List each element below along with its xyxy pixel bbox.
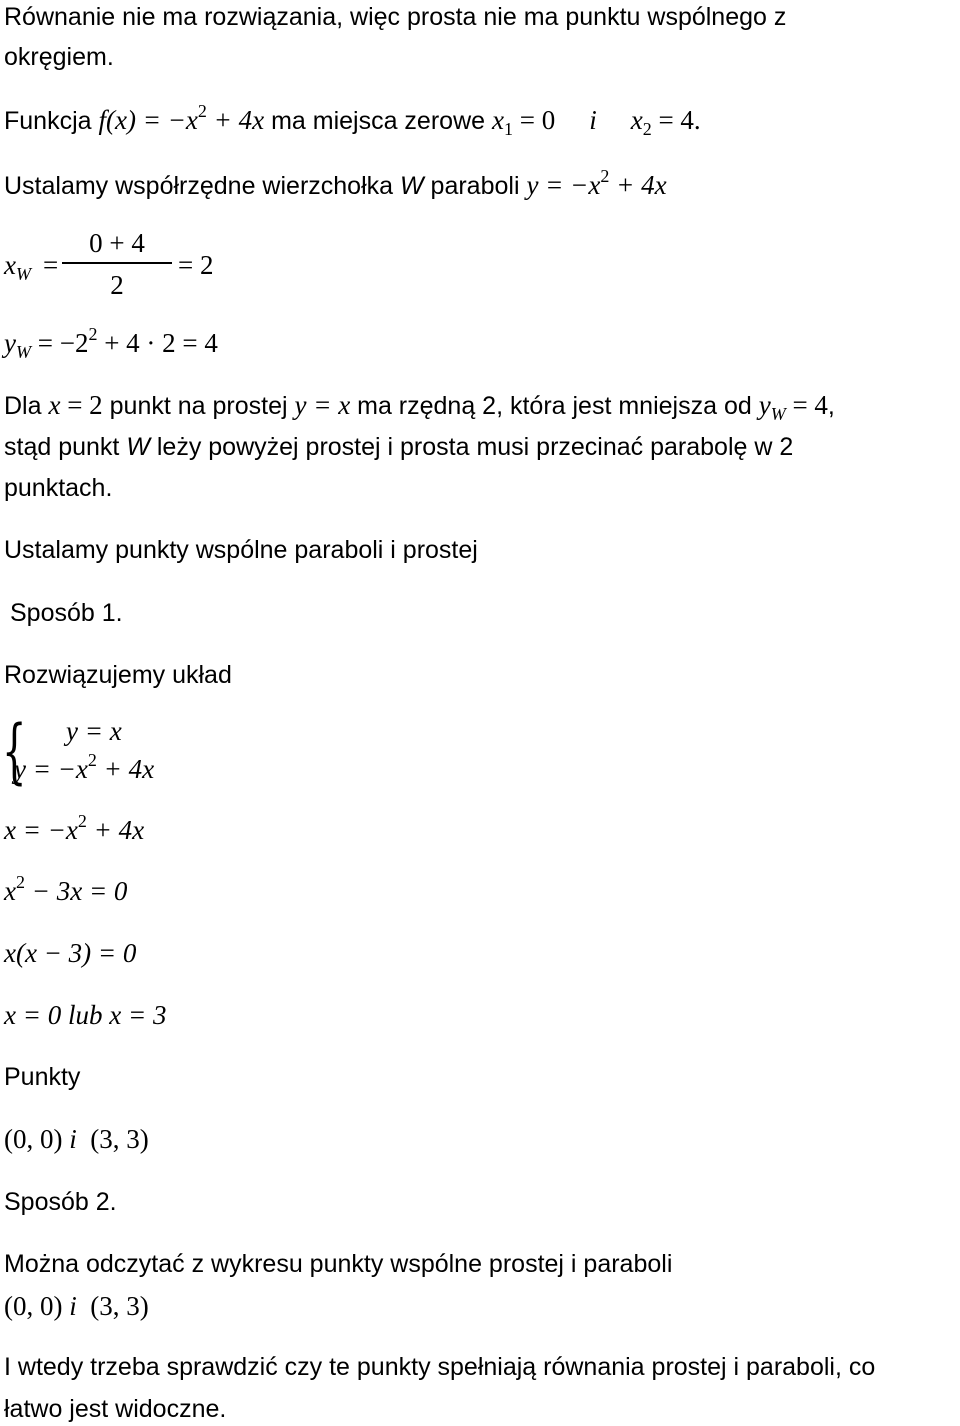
text-fragment: ma rzędną 2, która jest mniejsza od	[350, 392, 759, 420]
math-i: i	[69, 1124, 77, 1154]
step-equation	[4, 1000, 166, 1031]
system-equation-1	[66, 716, 122, 747]
math-i: i	[589, 105, 597, 135]
text-fragment: ,	[827, 392, 835, 420]
math-lub: lub	[67, 1000, 103, 1030]
text-line	[4, 390, 835, 424]
xw-equation	[4, 250, 59, 284]
section-heading: Sposób 2.	[4, 1188, 117, 1216]
system-equation-2	[14, 750, 155, 785]
math-fragment: = 2	[60, 390, 103, 420]
math-fragment: = 4	[785, 390, 828, 420]
math-fragment: (x) = −x	[106, 105, 198, 135]
text-fragment: punkt na prostej	[102, 392, 295, 420]
function-zeros-line	[4, 101, 701, 139]
math-fragment: (0, 0)	[4, 1124, 70, 1154]
exponent: 2	[15, 872, 25, 892]
text-line: okręgiem.	[4, 43, 114, 71]
text-fragment: ma miejsca zerowe	[264, 107, 492, 135]
math-fragment: + 4 · 2 = 4	[97, 328, 218, 358]
points-result	[4, 1124, 149, 1155]
math-x: x	[4, 250, 16, 280]
system-brace: {	[2, 710, 27, 792]
exponent: 2	[197, 101, 207, 121]
exponent: 2	[88, 324, 98, 344]
math-fragment: (3, 3)	[76, 1291, 149, 1321]
subscript: 2	[642, 119, 652, 139]
math-fragment: x = 0	[4, 1000, 68, 1030]
math-fragment: x = −x	[4, 815, 78, 845]
math-fragment: = 4.	[651, 105, 701, 135]
math-fragment: x	[4, 876, 16, 906]
yw-equation	[4, 324, 218, 362]
text-W: W	[399, 172, 424, 200]
math-equals: =	[42, 250, 59, 280]
math-fragment: + 4x	[609, 170, 667, 200]
text-fragment: leży powyżej prostej i prosta musi przecinać parabolę w 2	[149, 433, 794, 461]
text-line: łatwo jest widoczne.	[4, 1395, 227, 1423]
exponent: 2	[77, 811, 87, 831]
text-line	[4, 432, 793, 462]
math-fragment: (0, 0)	[4, 1291, 70, 1321]
subscript: W	[15, 342, 31, 362]
text-fragment: Ustalamy współrzędne wierzchołka	[4, 172, 400, 200]
text-fragment: paraboli	[423, 172, 527, 200]
math-x2: x	[630, 105, 643, 135]
math-fragment: + 4x	[206, 105, 265, 135]
math-fragment: x(x − 3) = 0	[4, 938, 137, 968]
math-fragment: x = 3	[102, 1000, 167, 1030]
math-y: y	[4, 328, 16, 358]
math-fragment: + 4x	[96, 754, 155, 784]
math-fragment: y = −x	[14, 754, 88, 784]
subscript: 1	[503, 119, 513, 139]
text-line: Można odczytać z wykresu punkty wspólne prostej i paraboli	[4, 1250, 673, 1278]
math-x: x	[48, 390, 61, 420]
points-result	[4, 1291, 149, 1322]
math-fragment: = −2	[30, 328, 89, 358]
vertex-intro-line	[4, 166, 667, 201]
text-line: punktach.	[4, 474, 113, 502]
math-x1: x	[491, 105, 504, 135]
math-fragment: y = x	[66, 716, 122, 746]
step-equation	[4, 872, 128, 907]
math-fragment: (3, 3)	[76, 1124, 149, 1154]
section-heading: Sposób 1.	[10, 599, 123, 627]
math-f: f	[98, 105, 107, 135]
subscript: W	[15, 264, 31, 284]
text-W: W	[126, 433, 150, 461]
math-fragment: y = −x	[526, 170, 601, 200]
text-line: Rozwiązujemy układ	[4, 661, 232, 689]
text-fragment: Dla	[4, 392, 49, 420]
math-i: i	[69, 1291, 77, 1321]
math-fragment: y = x	[294, 390, 351, 420]
text-line: I wtedy trzeba sprawdzić czy te punkty spełniają równania prostej i paraboli, co	[4, 1353, 876, 1381]
fraction-denominator: 2	[110, 270, 124, 300]
step-equation	[4, 811, 145, 846]
exponent: 2	[600, 166, 610, 186]
text-fragment: stąd punkt	[4, 433, 127, 461]
fraction-numerator: 0 + 4	[89, 228, 145, 258]
exponent: 2	[87, 750, 97, 770]
math-y: y	[758, 390, 771, 420]
math-fragment: − 3x = 0	[24, 876, 128, 906]
math-fragment: = 2	[178, 250, 214, 280]
math-fragment: = 0	[512, 105, 556, 135]
text-line: Równanie nie ma rozwiązania, więc prosta nie ma punktu wspólnego z	[4, 3, 787, 31]
step-equation	[4, 938, 136, 969]
text-line: Punkty	[4, 1063, 81, 1091]
text-line: Ustalamy punkty wspólne paraboli i prostej	[4, 536, 478, 564]
text-fragment: Funkcja	[4, 107, 92, 135]
math-fragment: + 4x	[86, 815, 145, 845]
fraction-bar	[62, 262, 172, 264]
subscript: W	[770, 404, 786, 424]
